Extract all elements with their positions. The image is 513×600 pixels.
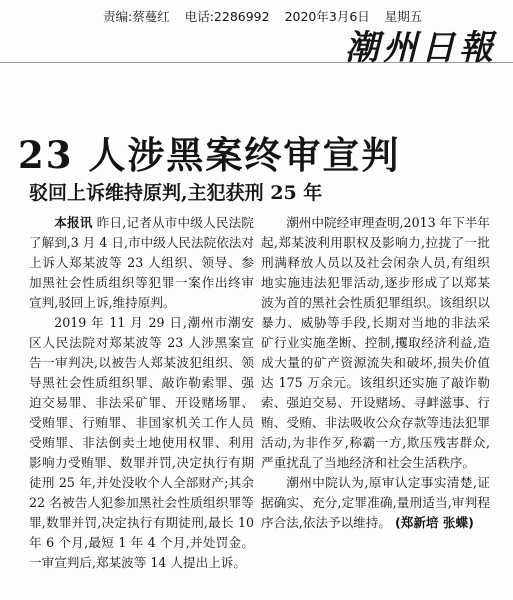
paragraph-lead: [29, 213, 254, 313]
paragraph-1-text: 昨日,记者从市中级人民法院了解到,3 月 4 日,市中级人民法院依法对上诉人郑某波等 23 人组织、领导、参加黑社会性质组织等犯罪一案作出终审宣判,驳回上诉,维持原判。: [29, 215, 254, 310]
paragraph-4-text: 潮州中院认为,原审认定事实清楚,证据确实、充分,定罪准确,量刑适当,审判程序合法,依法予以维持。: [261, 475, 490, 530]
lead-tag: 本报讯: [54, 215, 93, 230]
article-column-1: [29, 213, 254, 598]
paragraph-2: 2019 年 11 月 29 日,潮州市潮安区人民法院对郑某波等 23 人涉黑案宣告一审判决,以被告人郑某波犯组织、领导黑社会性质组织罪、敲诈勒索罪、强迫交易罪、非法采矿罪、开设赌场罪、受贿罪、行贿罪、非国家机关工作人员受贿罪、非法倒卖土地使用权罪、利用影响力受贿罪、数罪并罚,决定执行有期徒刑 25 年,并处没收个人全部财产;其余 22 名被告人犯参加黑社会性质组织罪等罪,数罪并罚,决定执行有期徒刑,最长 10 年 6 个月,最短 1 年 4 个月,并处罚金。一审宣判后,郑某波等 14 人提出上诉。: [29, 315, 254, 570]
paragraph-4: [261, 473, 490, 533]
paragraph-3: 潮州中院经审理查明,2013 年下半年起,郑某波利用职权及影响力,拉拢了一批刑满释放人员以及社会闲杂人员,有组织地实施违法犯罪活动,逐步形成了以郑某波为首的黑社会性质犯罪组织。该组织以暴力、威胁等手段,长期对当地的非法采矿行业实施垄断、控制,攫取经济利益,造成大量的矿产资源流失和破坏,损失价值达 175 万余元。该组织还实施了敲诈勒索、强迫交易、开设赌场、寻衅滋事、行贿、受贿、非法吸收公众存款等违法犯罪活动,为非作歹,称霸一方,欺压残害群众,严重扰乱了当地经济和社会生活秩序。: [261, 215, 490, 470]
phone-label: 电话:2286992: [184, 9, 270, 24]
article-subtitle: 驳回上诉维持原判,主犯获刑 25 年: [29, 182, 323, 204]
article-title: 23 人涉黑案终审宣判: [18, 133, 401, 177]
byline: (郑新培 张蝶): [394, 515, 474, 530]
page-header: [0, 0, 513, 68]
article-column-2: [261, 213, 490, 598]
editor-label: 责编:蔡蔓红: [103, 9, 170, 24]
date-label: 2020年3月6日: [284, 9, 370, 24]
weekday-label: 星期五: [384, 9, 423, 24]
newspaper-logo: 潮州日報: [345, 28, 497, 68]
